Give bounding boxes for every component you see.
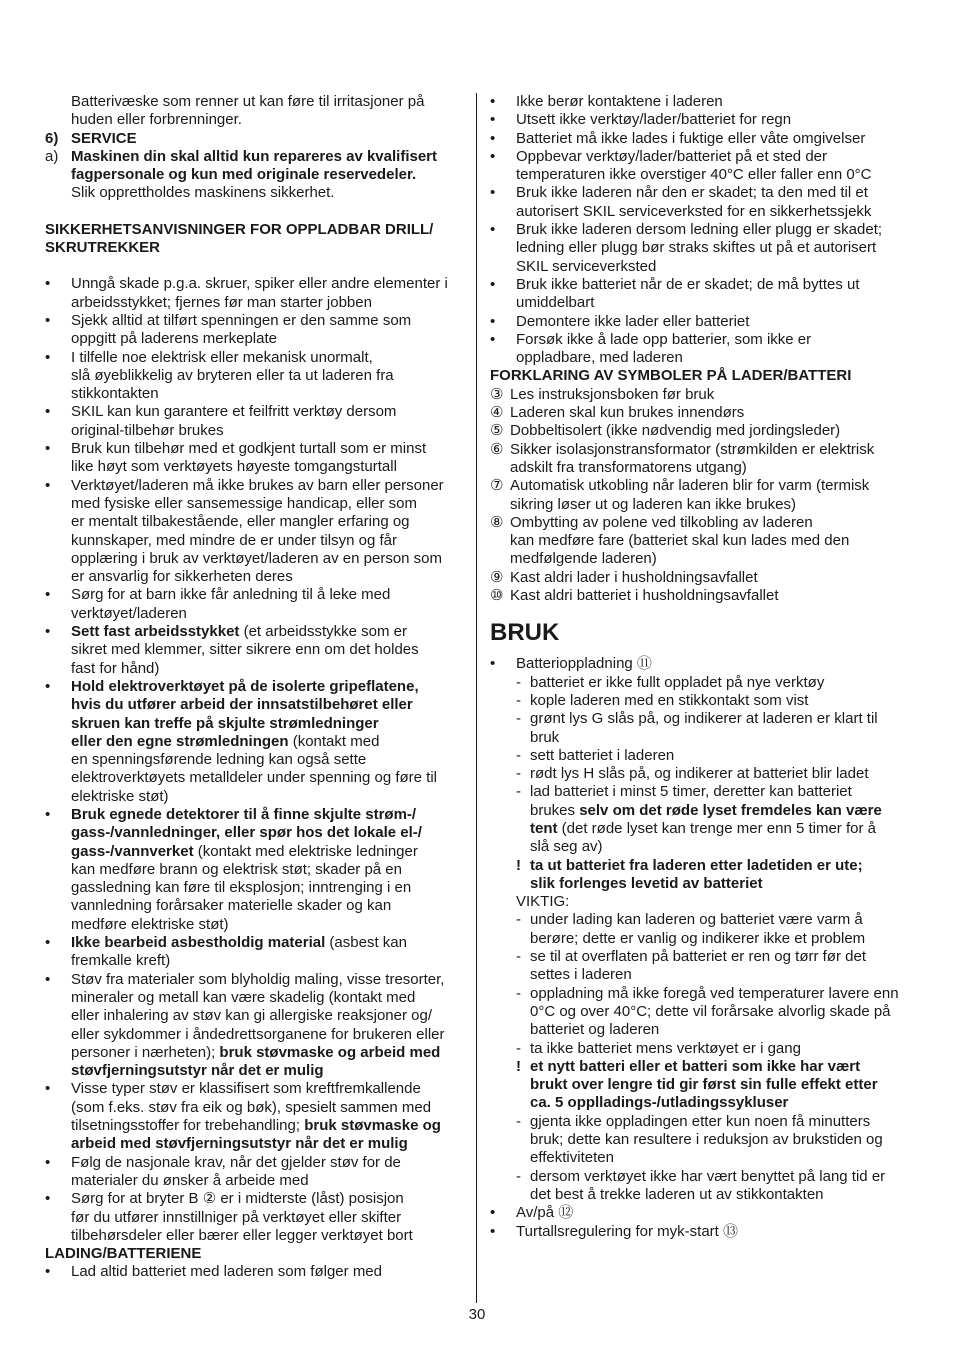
list-item: • Sjekk alltid at tilført spenningen er den samme som oppgitt på laderens merkeplate <box>45 312 463 349</box>
list-item: - kople laderen med en stikkontakt som vist <box>516 692 910 710</box>
list-item: • Sørg for at barn ikke får anledning til å leke med verktøyet/laderen <box>45 586 463 623</box>
list-item: • Bruk ikke laderen dersom ledning eller plugg er skadet; ledning eller plugg bør straks skiftes ut på et autorisert SKIL serviceverksted <box>490 221 910 276</box>
list-item: • Bruk ikke batteriet når de er skadet; de må byttes ut umiddelbart <box>490 276 910 313</box>
symbol-item: ④ Laderen skal kun brukes innendørs <box>490 404 745 422</box>
list-item: • Oppbevar verktøy/lader/batteriet på et sted der temperaturen ikke overstiger 40°C eller faller enn 0°C <box>490 148 910 185</box>
list-item: - sett batteriet i laderen <box>516 747 910 765</box>
list-item: • Visse typer støv er klassifisert som kreftfremkallende (som f.eks. støv fra eik og bøk), spesielt sammen med tilsetningsstoffer for trebehandling; bruk støvmaske og arbeid med støvfjerningsutstyr når det er mulig <box>45 1080 463 1153</box>
symbol-item: ⑦ Automatisk utkobling når laderen blir for varm (termisk sikring løser ut og laderen kan ikke brukes) <box>490 477 870 513</box>
list-item: - grønt lys G slås på, og indikerer at laderen er klart til bruk <box>516 710 910 747</box>
list-item: • SKIL kan kun garantere et feilfritt verktøy dersom original-tilbehør brukes <box>45 403 463 440</box>
intro-line: huden eller forbrenninger. <box>71 111 242 129</box>
list-item: - batteriet er ikke fullt oppladet på nye verktøy <box>516 674 910 692</box>
service-title: SERVICE <box>71 129 137 147</box>
list-item: • Batterioppladning ⑪ - batteriet er ikke fullt oppladet på nye verktøy - kople laderen med en stikkontakt som vist - grønt lys G slås på, og indikerer at laderen er klart til bruk - sett batteriet i laderen - rødt lys H slås på, og indikerer at batteriet blir ladet - lad batteriet i minst 5 timer, deretter kan batteriet brukes selv om det røde lyset fremdeles kan være tent (det røde lyset kan trenge mer enn 5 timer for å slå seg av) ! ta ut batteriet fra laderen etter ladetiden er ute; slik forlenges levetid av batteriet VIKTIG: - under lading kan laderen og batteriet være varm å berøre; dette er vanlig og indikerer ikke et problem - se til at overflaten på batteriet er ren og tørr før det settes i laderen - oppladning må ikke foregå ved temperaturer lavere enn 0°C og over 40°C; dette vil forårsake alvorlig skade på batteriet og laderen - ta ikke batteriet mens verktøyet er i gang ! et nytt batteri eller et batteri som ikke har vært brukt over lengre tid gir først sin fulle effekt etter ca. 5 opplladings-/utladingssykluser - gjenta ikke oppladingen etter kun noen få minutters bruk; dette kan resultere i reduksjon av brukstiden og effektiviteten - dersom verktøyet ikke har vært benyttet på lang tid er det best å trekke laderen ut av stikkontakten <box>490 655 910 1204</box>
warning-note: ! et nytt batteri eller et batteri som ikke har vært brukt over lengre tid gir først sin fulle effekt etter ca. 5 opplladings-/utladingssykluser <box>516 1058 910 1113</box>
list-item: - ta ikke batteriet mens verktøyet er i gang <box>516 1040 910 1058</box>
list-item: - se til at overflaten på batteriet er ren og tørr før det settes i laderen <box>516 948 910 985</box>
symbols-heading: FORKLARING AV SYMBOLER PÅ LADER/BATTERI <box>490 367 852 385</box>
service-text: fagpersonale og kun med originale reservedeler. <box>71 166 417 184</box>
list-item: • Følg de nasjonale krav, når det gjelder støv for de materialer du ønsker å arbeide med <box>45 1154 463 1191</box>
charger-list <box>490 93 910 367</box>
list-item: • Bruk kun tilbehør med et godkjent turtall som er minst like høyt som verktøyets høyeste tomgangsturtall <box>45 440 463 477</box>
list-item: • Turtallsregulering for myk-start ⑬ <box>490 1223 910 1241</box>
charging-list <box>45 1263 463 1281</box>
right-column <box>490 93 910 1241</box>
list-item: - under lading kan laderen og batteriet være varm å berøre; dette er vanlig og indikerer ikke et problem <box>516 911 910 948</box>
service-item-a <box>45 148 463 203</box>
service-text: Maskinen din skal alltid kun repareres av kvalifisert <box>71 147 437 165</box>
list-item: • Ikke berør kontaktene i laderen <box>490 93 910 111</box>
important-label: VIKTIG: <box>516 893 570 911</box>
list-item: • Forsøk ikke å lade opp batterier, som ikke er oppladbare, med laderen <box>490 331 910 368</box>
column-divider <box>476 93 477 1303</box>
list-item: - rødt lys H slås på, og indikerer at batteriet blir ladet <box>516 765 910 783</box>
symbol-item: ③ Les instruksjonsboken før bruk <box>490 385 715 403</box>
list-item: - gjenta ikke oppladingen etter kun noen få minutters bruk; dette kan resultere i reduksjon av brukstiden og effektiviteten <box>516 1113 910 1168</box>
service-text: Slik opprettholdes maskinens sikkerhet. <box>71 184 335 202</box>
list-item: • Utsett ikke verktøy/lader/batteriet for regn <box>490 111 910 129</box>
warning-note: ! ta ut batteriet fra laderen etter ladetiden er ute; slik forlenges levetid av batteriet <box>516 857 910 894</box>
service-number: 6) <box>45 129 59 147</box>
symbol-list <box>490 386 910 606</box>
list-item: • Bruk ikke laderen når den er skadet; ta den med til et autorisert SKIL serviceverksted for en sikkerhetssjekk <box>490 184 910 221</box>
charging-steps <box>516 674 910 857</box>
safety-heading: SIKKERHETSANVISNINGER FOR OPPLADBAR DRILL/ <box>45 220 434 238</box>
symbol-item: ⑤ Dobbeltisolert (ikke nødvendig med jordingsleder) <box>490 422 841 440</box>
page-number: 30 <box>468 1306 486 1323</box>
list-item: • Støv fra materialer som blyholdig maling, visse tresorter, mineraler og metall kan være skadelig (kontakt med eller inhalering av støv kan gi allergiske reaksjoner og/ eller sykdommer i åndedrettsorganene for brukeren eller personer i nærheten); bruk støvmaske og arbeid med støvfjerningsutstyr når det er mulig <box>45 971 463 1081</box>
list-item: • Av/på ⑫ <box>490 1204 910 1222</box>
symbol-item: ⑧ Ombytting av polene ved tilkobling av laderen kan medføre fare (batteriet skal kun lades med den medfølgende laderen) <box>490 513 850 568</box>
list-item: - dersom verktøyet ikke har vært benyttet på lang tid er det best å trekke laderen ut av stikkontakten <box>516 1168 910 1205</box>
list-item: • Demontere ikke lader eller batteriet <box>490 313 910 331</box>
list-item: • Batteriet må ikke lades i fuktige eller våte omgivelser <box>490 130 910 148</box>
important-list <box>516 911 910 1057</box>
list-item: • Unngå skade p.g.a. skruer, spiker eller andre elementer i arbeidsstykket; fjernes før man starter jobben <box>45 275 463 312</box>
bruk-title: BRUK <box>490 619 560 647</box>
symbol-item: ⑥ Sikker isolasjonstransformator (strømkilden er elektrisk adskilt fra transformatorens utgang) <box>490 440 875 476</box>
usage-tips <box>516 1113 910 1204</box>
safety-heading: SKRUTREKKER <box>45 239 161 257</box>
symbol-item: ⑩ Kast aldri batteriet i husholdningsavfallet <box>490 587 779 605</box>
list-item: • Ikke bearbeid asbestholdig material (asbest kan fremkalle kreft) <box>45 934 463 971</box>
list-item: • Lad altid batteriet med laderen som følger med <box>45 1263 463 1281</box>
intro-paragraph <box>45 93 463 130</box>
list-item: • I tilfelle noe elektrisk eller mekanisk unormalt, slå øyeblikkelig av bryteren eller ta ut laderen fra stikkontakten <box>45 349 463 404</box>
charging-heading: LADING/BATTERIENE <box>45 1245 202 1263</box>
intro-line: Batterivæske som renner ut kan føre til irritasjoner på <box>71 93 425 110</box>
safety-list <box>45 275 463 1245</box>
list-item: • Sett fast arbeidsstykket (et arbeidsstykke som er sikret med klemmer, sitter sikrere enn om det holdes fast for hånd) <box>45 623 463 678</box>
list-item: • Sørg for at bryter B ② er i midterste (låst) posisjon før du utfører innstillniger på verktøyet eller skifter tilbehørsdeler eller bærer eller legger verktøyet bort <box>45 1190 463 1245</box>
list-item: • Bruk egnede detektorer til å finne skjulte strøm-/ gass-/vannledninger, eller spør hos det lokale el-/ gass-/vannverket (kontakt med elektriske ledninger kan medføre brann og elektrisk støt; skader på en gassledning kan føre til eksplosjon; inntrenging i en vannledning forårsaker materielle skader og kan medføre elektriske støt) <box>45 806 463 934</box>
list-item: • Verktøyet/laderen må ikke brukes av barn eller personer med fysiske eller sansemessige handicap, eller som er mentalt tilbakestående, eller mangler erfaring og kunnskaper, med mindre de er under tilsyn og får opplæring i bruk av verktøyet/laderen av en person som er ansvarlig for sikkerheten deres <box>45 477 463 587</box>
list-item: - lad batteriet i minst 5 timer, deretter kan batteriet brukes selv om det røde lyset fremdeles kan være tent (det røde lyset kan trenge mer enn 5 timer for å slå seg av) <box>516 783 910 856</box>
service-heading <box>45 130 463 148</box>
symbol-item: ⑨ Kast aldri lader i husholdningsavfallet <box>490 568 758 586</box>
left-column <box>45 93 463 1282</box>
list-item: • Hold elektroverktøyet på de isolerte gripeflatene, hvis du utfører arbeid der innsatstilbehøret eller skruen kan treffe på skjulte strømledninger eller den egne strømledningen (kontakt med en spenningsførende ledning kan også sette elektroverktøyets metalldeler under spenning og føre til elektriske støt) <box>45 678 463 806</box>
list-item: - oppladning må ikke foregå ved temperaturer lavere enn 0°C og over 40°C; dette vil forårsake alvorlig skade på batteriet og laderen <box>516 985 910 1040</box>
usage-list <box>490 655 910 1241</box>
service-item-label: a) <box>45 147 59 165</box>
